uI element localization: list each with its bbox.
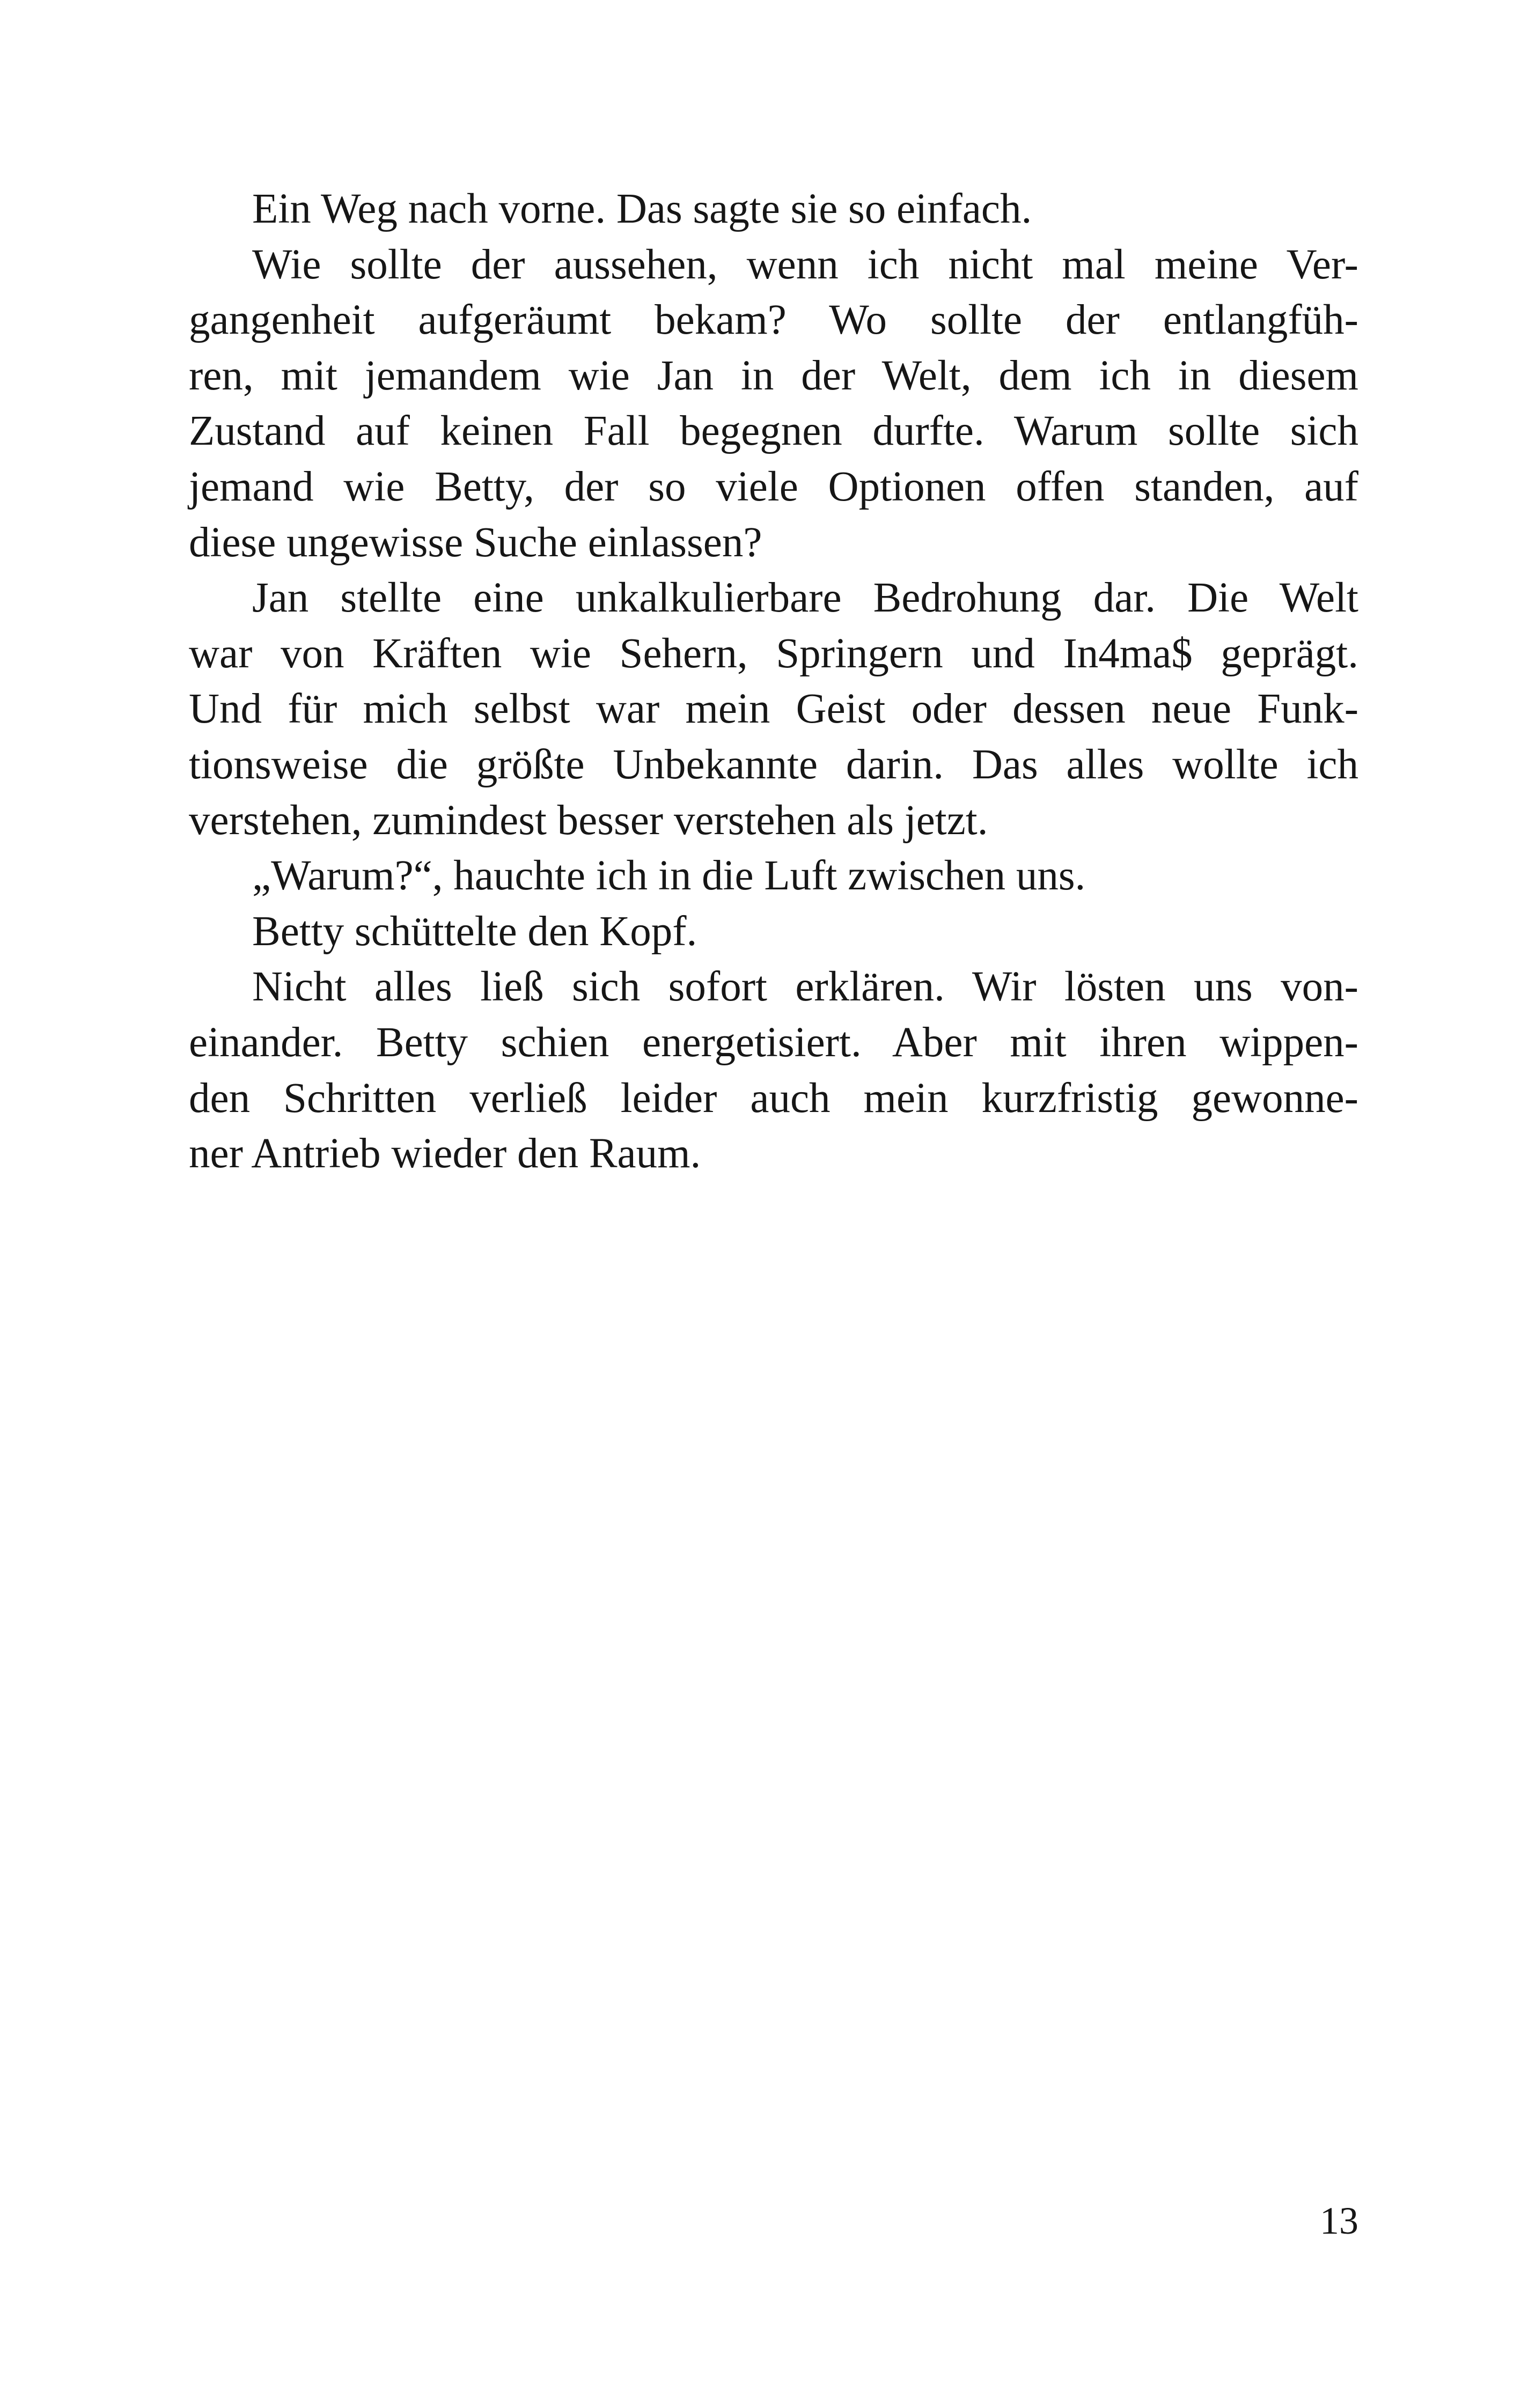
text-line: diese ungewisse Suche einlassen? [189, 519, 762, 566]
text-line: jemand wie Betty, der so viele Optionen offen standen, auf [189, 463, 1358, 510]
text-line: tionsweise die größte Unbekannte darin. Das alles wollte ich [189, 741, 1358, 788]
text-line: war von Kräften wie Sehern, Springern und In4ma$ geprägt. [189, 630, 1358, 677]
text-line: Und für mich selbst war mein Geist oder dessen neue Funk- [189, 686, 1358, 733]
text-line: ren, mit jemandem wie Jan in der Welt, dem ich in diesem [189, 352, 1358, 399]
text-line: Betty schüttelte den Kopf. [252, 908, 697, 955]
body-text [189, 181, 1358, 1182]
text-line: „Warum?“, hauchte ich in die Luft zwischen uns. [252, 852, 1086, 900]
text-line: Zustand auf keinen Fall begegnen durfte. Warum sollte sich [189, 408, 1358, 455]
text-line: ner Antrieb wieder den Raum. [189, 1130, 701, 1177]
text-line: einander. Betty schien energetisiert. Aber mit ihren wippen- [189, 1019, 1358, 1066]
text-line: Wie sollte der aussehen, wenn ich nicht mal meine Ver- [252, 241, 1358, 288]
page-number: 13 [1320, 2199, 1358, 2242]
text-line: gangenheit aufgeräumt bekam? Wo sollte der entlangfüh- [189, 297, 1358, 344]
text-line: verstehen, zumindest besser verstehen als jetzt. [189, 797, 988, 844]
text-line: Jan stellte eine unkalkulierbare Bedrohung dar. Die Welt [252, 575, 1358, 622]
text-line: Nicht alles ließ sich sofort erklären. Wir lösten uns von- [252, 963, 1358, 1011]
text-line: den Schritten verließ leider auch mein kurzfristig gewonne- [189, 1074, 1358, 1122]
text-line: Ein Weg nach vorne. Das sagte sie so einfach. [252, 186, 1032, 232]
